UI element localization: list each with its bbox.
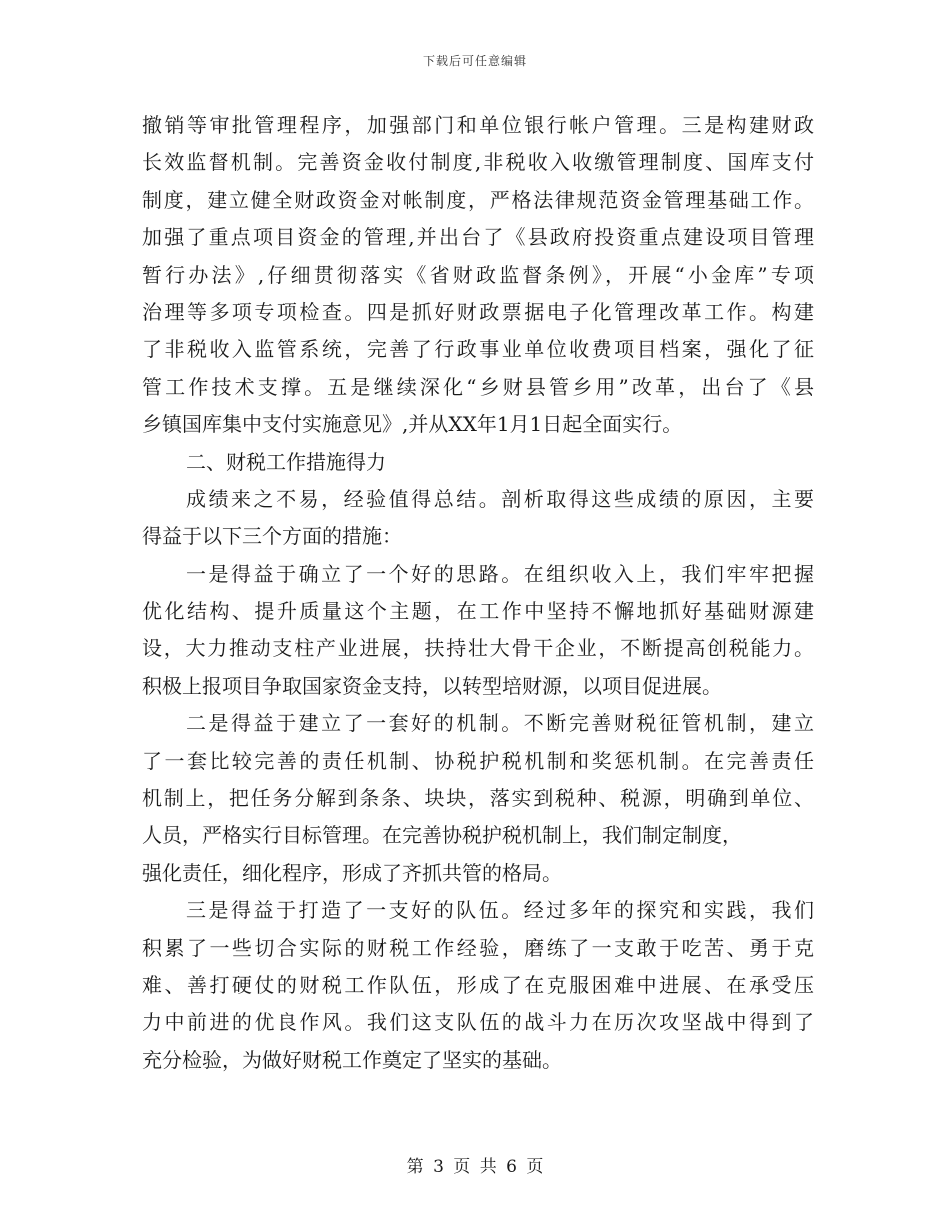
body-line: 力中前进的优良作风。我们这支队伍的战斗力在历次攻坚战中得到了 bbox=[142, 1010, 814, 1035]
body-line: 得益于以下三个方面的措施： bbox=[142, 524, 402, 549]
page-number-footer: 第 3 页 共 6 页 bbox=[406, 1157, 544, 1177]
body-line: 乡镇国库集中支付实施意见》,并从XX年1月1日起全面实行。 bbox=[142, 412, 683, 437]
body-line: 一是得益于确立了一个好的思路。在组织收入上，我们牢牢把握 bbox=[186, 561, 814, 586]
body-line: 优化结构、提升质量这个主题，在工作中坚持不懈地抓好基础财源建 bbox=[142, 599, 814, 624]
body-line: 机制上，把任务分解到条条、块块，落实到税种、税源，明确到单位、 bbox=[142, 786, 814, 811]
body-line: 设，大力推动支柱产业进展，扶持壮大骨干企业，不断提高创税能力。 bbox=[142, 636, 814, 661]
body-line: 强化责任，细化程序，形成了齐抓共管的格局。 bbox=[142, 860, 562, 885]
body-line: 治理等多项专项检查。四是抓好财政票据电子化管理改革工作。构建 bbox=[142, 299, 814, 324]
body-line: 二是得益于建立了一套好的机制。不断完善财税征管机制，建立 bbox=[186, 711, 814, 736]
body-line: 管工作技术支撑。五是继续深化“乡财县管乡用”改革，出台了《县 bbox=[142, 374, 814, 399]
body-line: 长效监督机制。完善资金收付制度,非税收入收缴管理制度、国库支付 bbox=[142, 150, 814, 175]
body-line: 了一套比较完善的责任机制、协税护税机制和奖惩机制。在完善责任 bbox=[142, 748, 814, 773]
body-line: 充分检验，为做好财税工作奠定了坚实的基础。 bbox=[142, 1047, 562, 1072]
body-line: 积累了一些切合实际的财税工作经验，磨练了一支敢于吃苦、勇于克 bbox=[142, 935, 814, 960]
body-line: 人员，严格实行目标管理。在完善协税护税机制上，我们制定制度， bbox=[142, 823, 742, 848]
body-line: 暂行办法》,仔细贯彻落实《省财政监督条例》，开展“小金库”专项 bbox=[142, 262, 814, 287]
body-line: 积极上报项目争取国家资金支持，以转型培财源，以项目促进展。 bbox=[142, 673, 722, 698]
document-body bbox=[142, 107, 814, 1079]
section-heading: 二、财税工作措施得力 bbox=[186, 449, 386, 474]
body-line: 难、善打硬仗的财税工作队伍，形成了在克服困难中进展、在承受压 bbox=[142, 972, 814, 997]
body-line: 加强了重点项目资金的管理,并出台了《县政府投资重点建设项目管理 bbox=[142, 225, 814, 250]
body-line: 撤销等审批管理程序，加强部门和单位银行帐户管理。三是构建财政 bbox=[142, 113, 814, 137]
body-line: 三是得益于打造了一支好的队伍。经过多年的探究和实践，我们 bbox=[186, 898, 814, 923]
page-header-note: 下载后可任意编辑 bbox=[422, 54, 527, 68]
body-line: 了非税收入监管系统，完善了行政事业单位收费项目档案，强化了征 bbox=[142, 337, 814, 362]
body-line: 成绩来之不易，经验值得总结。剖析取得这些成绩的原因，主要 bbox=[186, 486, 814, 511]
body-line: 制度，建立健全财政资金对帐制度，严格法律规范资金管理基础工作。 bbox=[142, 187, 814, 212]
